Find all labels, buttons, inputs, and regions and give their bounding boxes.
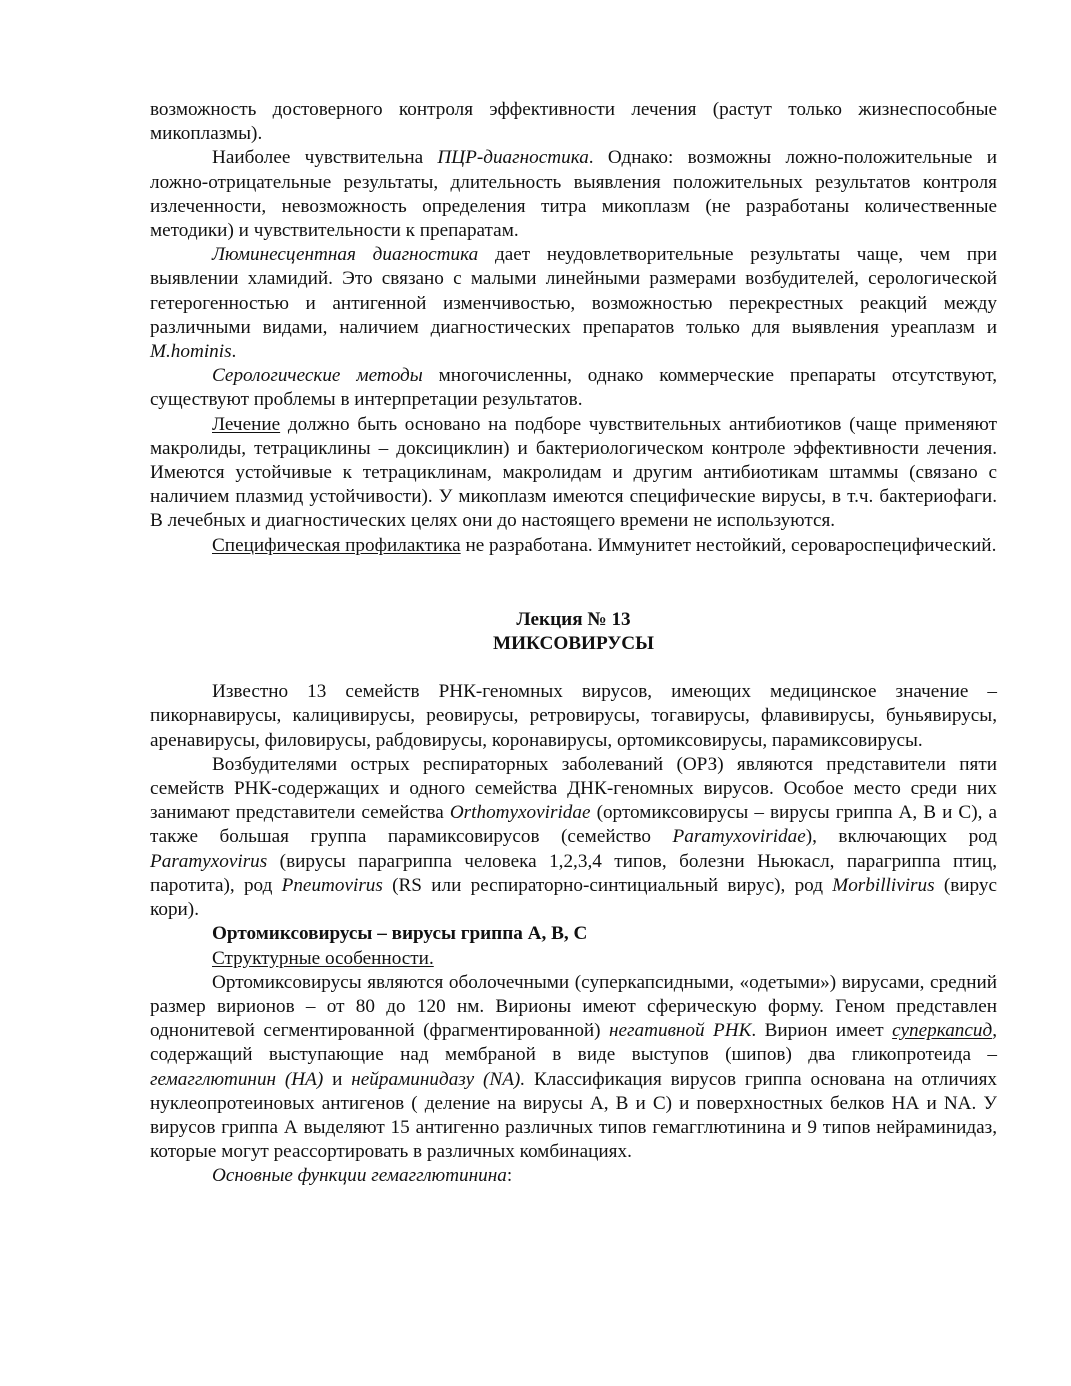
spacer [150, 656, 997, 680]
term-luminescent: Люминесцентная диагностика [212, 244, 479, 266]
text-run: . Однако: возможны ложно-положительные и ложно-отрицательные результаты, длительность выявления положительных результатов контроля излеченности, невозможность определения титра микоплазм (не разработаны количественные методики) и чувствительности к препаратам. [150, 147, 997, 242]
text-run: , содержащий выступающие над мембраной в виде выступов (шипов) два гликопротеида – [150, 1020, 998, 1066]
term-pcr: ПЦР-диагностика [437, 147, 589, 169]
text-run: и [323, 1068, 352, 1090]
paragraph-treatment [150, 413, 997, 534]
term-morbillivirus: Morbillivirus [832, 874, 935, 896]
lecture-number: Лекция № 13 [516, 608, 631, 630]
subheading-structure [150, 947, 997, 971]
text-run: Возбудителями острых респираторных заболеваний (ОРЗ) являются представители пяти семейств РНК-содержащих и одного семейства ДНК-геномных вирусов. Особое место среди них занимают представители семейства [150, 753, 997, 824]
text-run: Наиболее чувствительна [212, 147, 438, 169]
term-supercapsid [892, 1020, 992, 1041]
text-run: должно быть основано на подборе чувствительных антибиотиков (чаще применяют макролиды, тетрациклины – доксициклин) и бактериологическом контроле эффективности лечения. Имеются устойчивые к тетрациклинам, макролидам и другим антибиотикам штаммы (связано с наличием плазмид устойчивости). У микоплазм имеются специфические вирусы, в т.ч. бактериофаги. В лечебных и диагностических целях они до настоящего времени не используются. [150, 413, 997, 532]
text-run: Классификация вирусов гриппа основана на отличиях нуклеопротеиновых антигенов ( деление на вирусы А, В и С) и поверхностных белков НА и NA. У вирусов гриппа А выделяют 15 антигенно различных типов гемагглютинина и 9 типов нейраминидаз, которые могут реассортировать в различных комбинациях. [150, 1068, 997, 1163]
text-run: (RS или респираторно-синтициальный вирус), род [382, 874, 833, 896]
term-prophylaxis: Специфическая профилактика [212, 534, 461, 556]
term-paramyxoviridae: Paramyxoviridae [672, 826, 806, 848]
term-paramyxovirus: Paramyxovirus [150, 850, 268, 872]
text-run: . Вирион имеет [751, 1020, 893, 1042]
text-run: ), включающих род [805, 826, 997, 848]
paragraph-luminescent-diagnostics [150, 243, 997, 364]
text-run: . [231, 341, 237, 363]
subheading-structure-text: Структурные особенности. [212, 947, 434, 969]
section-heading-orthomyxovirus: Ортомиксовирусы – вирусы гриппа А, В, С [212, 923, 588, 945]
text-run: многочисленны, однако коммерческие препараты отсутствуют, существуют проблемы в интерпретации результатов. [150, 365, 997, 411]
term-negative-rna: негативной РНК [609, 1020, 752, 1042]
text-run: не разработана. Иммунитет нестойкий, сероварoспецифический. [460, 534, 997, 556]
paragraph-mycoplasma-culture [150, 98, 997, 146]
term-hemagglutinin-functions: Основные функции гемагглютинина [212, 1165, 507, 1187]
paragraph-prophylaxis [150, 534, 997, 558]
paragraph-ari-pathogens [150, 753, 997, 922]
lecture-title: МИКСОВИРУСЫ [493, 633, 654, 655]
paragraph-rna-families [150, 680, 997, 753]
text-run: Известно 13 семейств РНК-геномных вирусов, имеющих медицинское значение – пикорнавирусы, калицивирусы, реовирусы, ретровирусы, тогавирусы, флавивирусы, буньявирусы, аренавирусы, филовирусы, рабдовирусы, коронавирусы, ортомиксовирусы, парамиксовирусы. [150, 681, 997, 751]
term-pneumovirus: Pneumovirus [281, 874, 383, 896]
term-serological: Серологические методы [212, 365, 423, 387]
text-run: возможность достоверного контроля эффективности лечения (растут только жизнеспособные микоплазмы). [150, 99, 997, 145]
text-run: (вирус кори). [150, 874, 998, 921]
paragraph-hemagglutinin-functions [150, 1164, 997, 1188]
text-run: дает неудовлетворительные результаты чаще, чем при выявлении хламидий. Это связано с малыми линейными размерами возбудителей, серологической гетерогенностью и антигенной изменчивостью, возможностью перекрестных реакций между различными видами, наличием диагностических препаратов только для выявления уреаплазм и [150, 244, 997, 338]
document-page [150, 98, 997, 1189]
text-run: (вирусы парагриппа человека 1,2,3,4 типов, болезни Ньюкасл, парагриппа птиц, паротита), род [150, 850, 997, 896]
text-run: Ортомиксовирусы являются оболочечными (суперкапсидными, «одетыми») вирусами, средний размер вирионов – от 80 до 120 нм. Вирионы имеют сферическую форму. Геном представлен однонитевой сегментированной (фрагментированной) [150, 971, 997, 1042]
term-hemagglutinin: гемагглютинин (НА) [150, 1068, 324, 1090]
term-m-hominis: M.hominis [150, 341, 232, 363]
text-run: : [506, 1165, 513, 1187]
term-neuraminidase: нейраминидазу (NA). [351, 1068, 526, 1090]
term-supercapsid-underline: суперкапсид [892, 1020, 993, 1042]
term-treatment: Лечение [212, 413, 281, 435]
paragraph-serological-methods [150, 364, 997, 412]
paragraph-pcr-diagnostics [150, 146, 997, 243]
paragraph-structure [150, 971, 997, 1165]
text-run: (ортомиксовирусы – вирусы гриппа А, В и С), а также большая группа парамиксовирусов (семейство [150, 802, 997, 848]
term-orthomyxoviridae: Orthomyxoviridae [449, 802, 591, 824]
spacer [150, 558, 997, 608]
